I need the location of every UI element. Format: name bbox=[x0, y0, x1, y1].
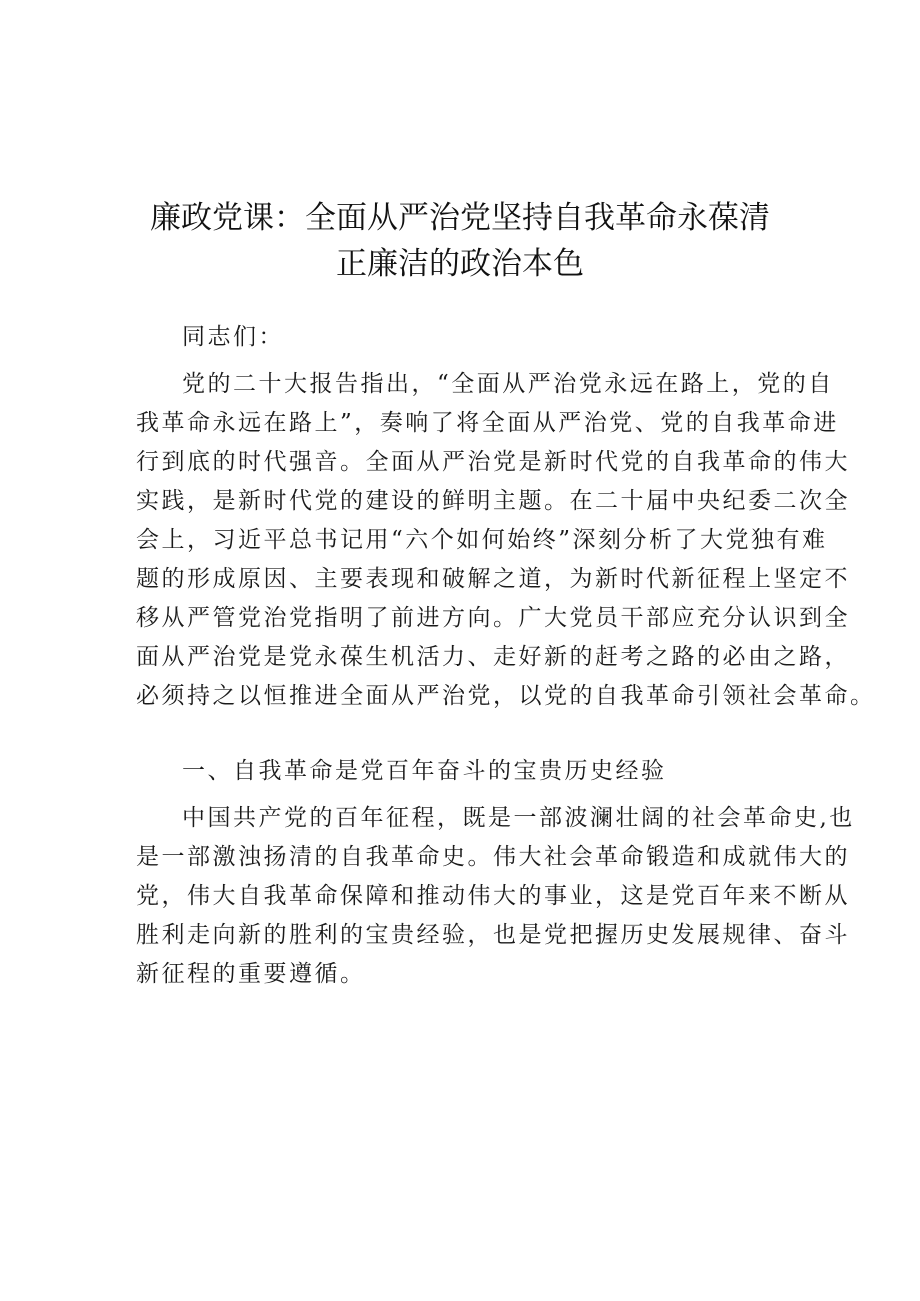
paragraph-line: 移从严管党治党指明了前进方向。广大党员干部应充分认识到全 bbox=[136, 605, 850, 631]
paragraph-line: 实践，是新时代党的建设的鲜明主题。在二十届中央纪委二次全 bbox=[136, 488, 850, 514]
title-line-2: 正廉洁的政治本色 bbox=[336, 246, 584, 282]
paragraph-line: 会上，习近平总书记用“六个如何始终”深刻分析了大党独有难 bbox=[136, 527, 828, 553]
paragraph-line: 题的形成原因、主要表现和破解之道，为新时代新征程上坚定不 bbox=[136, 566, 850, 592]
paragraph-line: 是一部激浊扬清的自我革命史。伟大社会革命锻造和成就伟大的 bbox=[136, 844, 850, 870]
paragraph-line: 必须持之以恒推进全面从严治党，以党的自我革命引领社会革命。 bbox=[136, 683, 876, 709]
paragraph-line: 行到底的时代强音。全面从严治党是新时代党的自我革命的伟大 bbox=[136, 449, 850, 475]
salutation-text: 同志们： bbox=[182, 324, 284, 350]
paragraph-line: 我革命永远在路上”，奏响了将全面从严治党、党的自我革命进 bbox=[136, 410, 839, 436]
paragraph-2 bbox=[136, 799, 855, 994]
section-heading-text: 一、自我革命是党百年奋斗的宝贵历史经验 bbox=[182, 758, 667, 784]
section-heading-1 bbox=[136, 752, 788, 791]
paragraph-line: 党，伟大自我革命保障和推动伟大的事业，这是党百年来不断从 bbox=[136, 883, 850, 909]
document-title bbox=[120, 195, 800, 287]
paragraph-line: 新征程的重要遵循。 bbox=[136, 961, 366, 987]
paragraph-line: 党的二十大报告指出，“全面从严治党永远在路上，党的自 bbox=[182, 371, 834, 397]
title-line-1: 廉政党课：全面从严治党坚持自我革命永葆清 bbox=[150, 200, 770, 236]
paragraph-1 bbox=[136, 365, 876, 716]
paragraph-line: 中国共产党的百年征程，既是一部波澜壮阔的社会革命史,也 bbox=[182, 805, 855, 831]
paragraph-line: 面从严治党是党永葆生机活力、走好新的赶考之路的必由之路， bbox=[136, 644, 850, 670]
paragraph-line: 胜利走向新的胜利的宝贵经验，也是党把握历史发展规律、奋斗 bbox=[136, 922, 850, 948]
salutation bbox=[136, 318, 788, 357]
